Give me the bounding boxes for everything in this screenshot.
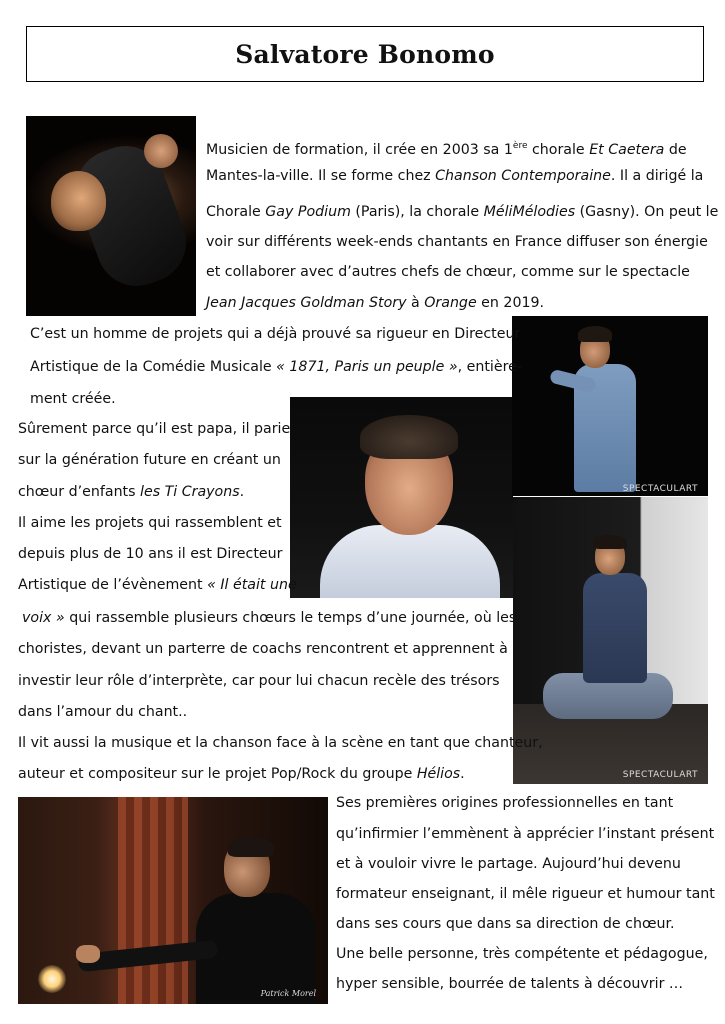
paragraph-line: Artistique de la Comédie Musicale « 1871, Paris un peuple », entière- (30, 359, 522, 375)
paragraph-line: Il aime les projets qui rassemblent et (18, 515, 282, 531)
paragraph-line: Mantes-la-ville. Il se forme chez Chanson Contemporaine. Il a dirigé la (206, 168, 704, 184)
photo-stage-pointing (512, 316, 708, 496)
paragraph-line: Jean Jacques Goldman Story à Orange en 2019. (206, 295, 545, 311)
paragraph-line: hyper sensible, bourrée de talents à découvrir … (336, 976, 684, 992)
paragraph-line: chœur d’enfants les Ti Crayons. (18, 484, 245, 500)
paragraph-line: voir sur différents week-ends chantants en France diffuser son énergie (206, 234, 708, 250)
paragraph-line: Musicien de formation, il crée en 2003 sa 1ère chorale Et Caetera de (206, 141, 687, 158)
paragraph-line: investir leur rôle d’interprète, car pour lui chacun recèle des trésors (18, 673, 500, 689)
paragraph-line: dans l’amour du chant.. (18, 704, 188, 720)
paragraph-line: Artistique de l’évènement « Il était une (18, 577, 297, 593)
paragraph-line: Chorale Gay Podium (Paris), la chorale MéliMélodies (Gasny). On peut le (206, 204, 719, 220)
paragraph-line: ment créée. (30, 391, 116, 407)
photo-credit: Patrick Morel (260, 989, 316, 998)
photo-conducting-red-light (18, 797, 328, 1004)
paragraph-line: auteur et compositeur sur le projet Pop/Rock du groupe Hélios. (18, 766, 465, 782)
paragraph-line: et à vouloir vivre le partage. Aujourd’hui devenu (336, 856, 681, 872)
paragraph-line: Il vit aussi la musique et la chanson face à la scène en tant que chanteur, (18, 735, 543, 751)
watermark: SPECTACULART (622, 484, 698, 494)
paragraph-line: Ses premières origines professionnelles en tant (336, 795, 674, 811)
paragraph-line: choristes, devant un parterre de coachs rencontrent et apprennent à (18, 641, 508, 657)
paragraph-line: dans ses cours que dans sa direction de chœur. (336, 916, 675, 932)
paragraph-line: C’est un homme de projets qui a déjà prouvé sa rigueur en Directeur (30, 326, 521, 342)
paragraph-line: Sûrement parce qu’il est papa, il parie (18, 421, 291, 437)
paragraph-line: voix » qui rassemble plusieurs chœurs le temps d’une journée, où les (22, 610, 517, 626)
paragraph-line: Une belle personne, très compétente et pédagogue, (336, 946, 708, 962)
paragraph-line: sur la génération future en créant un (18, 452, 281, 468)
photo-conducting-portrait (26, 116, 196, 316)
paragraph-line: et collaborer avec d’autres chefs de chœur, comme sur le spectacle (206, 264, 690, 280)
photo-smiling-closeup (290, 397, 513, 598)
page-title: Salvatore Bonomo (235, 39, 495, 69)
paragraph-line: qu’infirmier l’emmènent à apprécier l’instant présent (336, 826, 715, 842)
title-box (26, 26, 704, 82)
paragraph-line: formateur enseignant, il mêle rigueur et humour tant (336, 886, 715, 902)
paragraph-line: depuis plus de 10 ans il est Directeur (18, 546, 283, 562)
watermark: SPECTACULART (622, 770, 698, 780)
